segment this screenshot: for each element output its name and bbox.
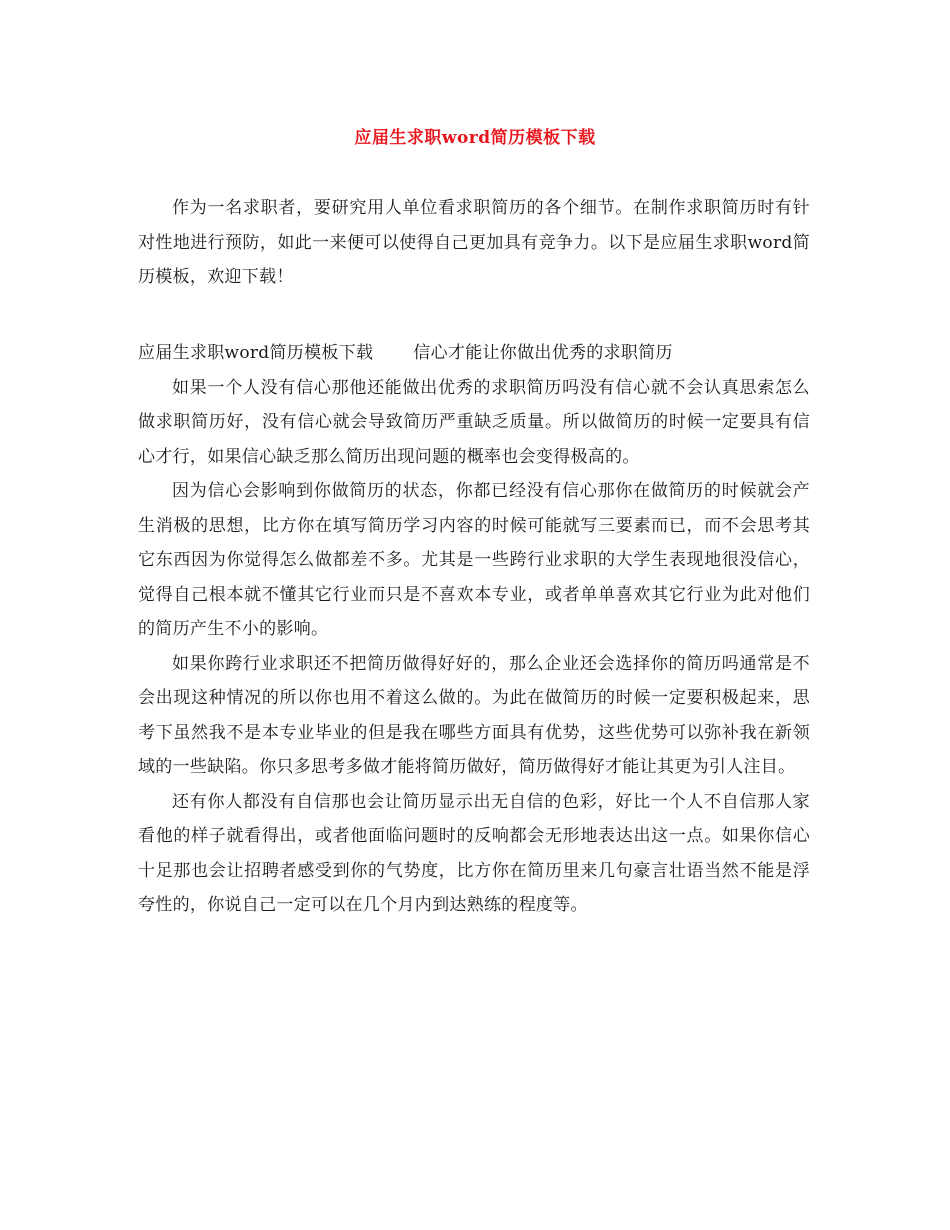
intro-paragraph: 作为一名求职者，要研究用人单位看求职简历的各个细节。在制作求职简历时有针对性地进行预防，如此一来便可以使得自己更加具有竞争力。以下是应届生求职word简历模板，欢迎下载！ (138, 198, 810, 287)
intro-section (138, 191, 810, 295)
body-paragraph: 如果你跨行业求职还不把简历做得好好的，那么企业还会选择你的简历吗通常是不会出现这种情况的所以你也用不着这么做的。为此在做简历的时候一定要积极起来，思考下虽然我不是本专业毕业的但是我在哪些方面具有优势，这些优势可以弥补我在新领域的一些缺陷。你只多思考多做才能将简历做好，简历做得好才能让其更为引人注目。 (138, 653, 810, 777)
body-section (138, 336, 810, 923)
body-paragraph: 因为信心会影响到你做简历的状态，你都已经没有信心那你在做简历的时候就会产生消极的思想，比方你在填写简历学习内容的时候可能就写三要素而已，而不会思考其它东西因为你觉得怎么做都差不多。尤其是一些跨行业求职的大学生表现地很没信心，觉得自己根本就不懂其它行业而只是不喜欢本专业，或者单单喜欢其它行业为此对他们的简历产生不小的影响。 (138, 481, 810, 639)
section-heading-line (138, 336, 810, 371)
section-subheading: 信心才能让你做出优秀的求职简历 (413, 343, 673, 363)
document-title: 应届生求职word简历模板下载 (354, 128, 596, 148)
body-paragraph: 还有你人都没有自信那也会让简历显示出无自信的色彩，好比一个人不自信那人家看他的样子就看得出，或者他面临问题时的反响都会无形地表达出这一点。如果你信心十足那也会让招聘者感受到你的气势度，比方你在简历里来几句豪言壮语当然不能是浮夸性的，你说自己一定可以在几个月内到达熟练的程度等。 (138, 791, 810, 915)
body-paragraph: 如果一个人没有信心那他还能做出优秀的求职简历吗没有信心就不会认真思索怎么做求职简历好，没有信心就会导致简历严重缺乏质量。所以做简历的时候一定要具有信心才行，如果信心缺乏那么简历出现问题的概率也会变得极高的。 (138, 377, 810, 467)
section-heading: 应届生求职word简历模板下载 (138, 343, 374, 363)
